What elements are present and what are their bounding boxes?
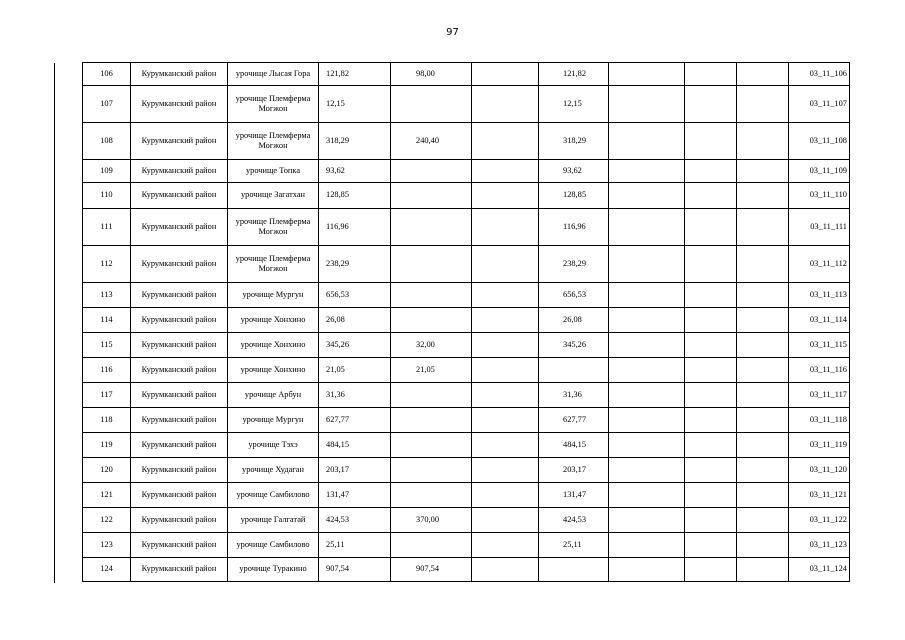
- district-cell: Курумканский район: [131, 358, 228, 383]
- place-cell: урочище Самбилово: [228, 483, 319, 508]
- record-code: 03_11_122: [789, 508, 850, 533]
- value-cell-8: [609, 358, 685, 383]
- row-number: 107: [83, 86, 131, 123]
- value-cell-9: [685, 246, 737, 283]
- value-cell-5: [391, 160, 472, 183]
- value-cell-8: [609, 283, 685, 308]
- value-cell-9: [685, 160, 737, 183]
- district-cell: Курумканский район: [131, 160, 228, 183]
- value-cell-9: [685, 209, 737, 246]
- value-cell-10: [737, 209, 789, 246]
- table-row: [83, 408, 850, 433]
- value-cell-9: [685, 433, 737, 458]
- table-row: [83, 533, 850, 558]
- place-cell: урочище Хонхино: [228, 333, 319, 358]
- table-row: [83, 63, 850, 86]
- place-cell: урочище Мургун: [228, 283, 319, 308]
- record-code: 03_11_118: [789, 408, 850, 433]
- area-cell: 131,47: [319, 483, 391, 508]
- value-cell-7: 128,85: [539, 183, 609, 209]
- row-number: 111: [83, 209, 131, 246]
- row-number: 109: [83, 160, 131, 183]
- value-cell-9: [685, 533, 737, 558]
- value-cell-5: [391, 433, 472, 458]
- area-cell: 907,54: [319, 558, 391, 582]
- area-cell: 116,96: [319, 209, 391, 246]
- value-cell-9: [685, 358, 737, 383]
- record-code: 03_11_124: [789, 558, 850, 582]
- record-code: 03_11_111: [789, 209, 850, 246]
- value-cell-8: [609, 483, 685, 508]
- value-cell-5: [391, 483, 472, 508]
- value-cell-8: [609, 123, 685, 160]
- row-number: 122: [83, 508, 131, 533]
- value-cell-9: [685, 333, 737, 358]
- district-cell: Курумканский район: [131, 533, 228, 558]
- place-cell: урочище Племферма Могжон: [228, 86, 319, 123]
- area-cell: 31,36: [319, 383, 391, 408]
- value-cell-5: [391, 408, 472, 433]
- place-cell: урочище Хонхино: [228, 358, 319, 383]
- value-cell-6: [472, 86, 539, 123]
- district-cell: Курумканский район: [131, 408, 228, 433]
- value-cell-8: [609, 333, 685, 358]
- area-cell: 21,05: [319, 358, 391, 383]
- value-cell-5: 98,00: [391, 63, 472, 86]
- table-row: [83, 183, 850, 209]
- margin-line: [54, 63, 55, 583]
- value-cell-5: [391, 209, 472, 246]
- place-cell: урочище Племферма Могжон: [228, 123, 319, 160]
- row-number: 119: [83, 433, 131, 458]
- place-cell: урочище Мургун: [228, 408, 319, 433]
- place-cell: урочище Арбун: [228, 383, 319, 408]
- value-cell-6: [472, 283, 539, 308]
- row-number: 124: [83, 558, 131, 582]
- area-cell: 424,53: [319, 508, 391, 533]
- value-cell-10: [737, 558, 789, 582]
- record-code: 03_11_117: [789, 383, 850, 408]
- table-row: [83, 160, 850, 183]
- value-cell-9: [685, 308, 737, 333]
- value-cell-10: [737, 183, 789, 209]
- table-row: [83, 383, 850, 408]
- district-cell: Курумканский район: [131, 283, 228, 308]
- value-cell-6: [472, 433, 539, 458]
- value-cell-7: 116,96: [539, 209, 609, 246]
- value-cell-5: 370,00: [391, 508, 472, 533]
- row-number: 108: [83, 123, 131, 160]
- row-number: 114: [83, 308, 131, 333]
- value-cell-6: [472, 383, 539, 408]
- place-cell: урочище Хонхино: [228, 308, 319, 333]
- district-cell: Курумканский район: [131, 86, 228, 123]
- place-cell: урочище Галгатай: [228, 508, 319, 533]
- value-cell-9: [685, 558, 737, 582]
- place-cell: урочище Самбилово: [228, 533, 319, 558]
- row-number: 121: [83, 483, 131, 508]
- value-cell-9: [685, 86, 737, 123]
- value-cell-10: [737, 333, 789, 358]
- value-cell-7: 12,15: [539, 86, 609, 123]
- area-cell: 238,29: [319, 246, 391, 283]
- district-cell: Курумканский район: [131, 558, 228, 582]
- value-cell-7: 121,82: [539, 63, 609, 86]
- area-cell: 345,26: [319, 333, 391, 358]
- value-cell-6: [472, 458, 539, 483]
- value-cell-10: [737, 533, 789, 558]
- row-number: 123: [83, 533, 131, 558]
- value-cell-8: [609, 383, 685, 408]
- value-cell-6: [472, 123, 539, 160]
- area-cell: 484,15: [319, 433, 391, 458]
- value-cell-5: [391, 283, 472, 308]
- value-cell-7: 26,08: [539, 308, 609, 333]
- table-row: [83, 283, 850, 308]
- value-cell-5: 32,00: [391, 333, 472, 358]
- value-cell-7: 318,29: [539, 123, 609, 160]
- value-cell-8: [609, 308, 685, 333]
- district-cell: Курумканский район: [131, 508, 228, 533]
- row-number: 112: [83, 246, 131, 283]
- value-cell-10: [737, 283, 789, 308]
- value-cell-6: [472, 358, 539, 383]
- table-row: [83, 123, 850, 160]
- value-cell-7: [539, 358, 609, 383]
- value-cell-9: [685, 458, 737, 483]
- record-code: 03_11_112: [789, 246, 850, 283]
- value-cell-5: [391, 383, 472, 408]
- record-code: 03_11_108: [789, 123, 850, 160]
- row-number: 120: [83, 458, 131, 483]
- place-cell: урочище Тэхэ: [228, 433, 319, 458]
- place-cell: урочище Племферма Могжон: [228, 209, 319, 246]
- row-number: 106: [83, 63, 131, 86]
- value-cell-6: [472, 63, 539, 86]
- value-cell-7: 345,26: [539, 333, 609, 358]
- place-cell: урочище Загатхан: [228, 183, 319, 209]
- value-cell-6: [472, 558, 539, 582]
- record-code: 03_11_106: [789, 63, 850, 86]
- value-cell-6: [472, 246, 539, 283]
- record-code: 03_11_113: [789, 283, 850, 308]
- value-cell-8: [609, 433, 685, 458]
- value-cell-9: [685, 483, 737, 508]
- value-cell-7: 238,29: [539, 246, 609, 283]
- record-code: 03_11_119: [789, 433, 850, 458]
- table-row: [83, 308, 850, 333]
- record-code: 03_11_110: [789, 183, 850, 209]
- value-cell-9: [685, 408, 737, 433]
- record-code: 03_11_107: [789, 86, 850, 123]
- value-cell-7: 203,17: [539, 458, 609, 483]
- row-number: 116: [83, 358, 131, 383]
- district-cell: Курумканский район: [131, 246, 228, 283]
- place-cell: урочище Худаган: [228, 458, 319, 483]
- place-cell: урочище Туракино: [228, 558, 319, 582]
- value-cell-10: [737, 433, 789, 458]
- value-cell-9: [685, 123, 737, 160]
- value-cell-5: 907,54: [391, 558, 472, 582]
- value-cell-6: [472, 160, 539, 183]
- record-code: 03_11_123: [789, 533, 850, 558]
- value-cell-8: [609, 458, 685, 483]
- area-cell: 25,11: [319, 533, 391, 558]
- value-cell-5: [391, 533, 472, 558]
- value-cell-7: 484,15: [539, 433, 609, 458]
- place-cell: урочище Топка: [228, 160, 319, 183]
- value-cell-7: [539, 558, 609, 582]
- value-cell-10: [737, 86, 789, 123]
- value-cell-9: [685, 183, 737, 209]
- value-cell-10: [737, 63, 789, 86]
- value-cell-5: [391, 86, 472, 123]
- district-cell: Курумканский район: [131, 123, 228, 160]
- value-cell-6: [472, 408, 539, 433]
- area-cell: 203,17: [319, 458, 391, 483]
- value-cell-8: [609, 86, 685, 123]
- page-number: 97: [446, 27, 459, 38]
- value-cell-7: 656,53: [539, 283, 609, 308]
- row-number: 113: [83, 283, 131, 308]
- row-number: 118: [83, 408, 131, 433]
- value-cell-10: [737, 123, 789, 160]
- table-row: [83, 358, 850, 383]
- value-cell-8: [609, 246, 685, 283]
- value-cell-9: [685, 63, 737, 86]
- value-cell-10: [737, 458, 789, 483]
- value-cell-8: [609, 183, 685, 209]
- value-cell-9: [685, 283, 737, 308]
- table-row: [83, 246, 850, 283]
- district-cell: Курумканский район: [131, 183, 228, 209]
- district-cell: Курумканский район: [131, 483, 228, 508]
- value-cell-5: [391, 458, 472, 483]
- area-cell: 26,08: [319, 308, 391, 333]
- value-cell-6: [472, 533, 539, 558]
- value-cell-7: 424,53: [539, 508, 609, 533]
- row-number: 117: [83, 383, 131, 408]
- value-cell-8: [609, 209, 685, 246]
- record-code: 03_11_109: [789, 160, 850, 183]
- value-cell-6: [472, 508, 539, 533]
- district-cell: Курумканский район: [131, 383, 228, 408]
- table-row: [83, 508, 850, 533]
- value-cell-10: [737, 246, 789, 283]
- district-cell: Курумканский район: [131, 433, 228, 458]
- row-number: 115: [83, 333, 131, 358]
- district-cell: Курумканский район: [131, 209, 228, 246]
- value-cell-5: 240,40: [391, 123, 472, 160]
- record-code: 03_11_114: [789, 308, 850, 333]
- area-cell: 128,85: [319, 183, 391, 209]
- value-cell-6: [472, 333, 539, 358]
- area-cell: 121,82: [319, 63, 391, 86]
- value-cell-7: 25,11: [539, 533, 609, 558]
- value-cell-10: [737, 358, 789, 383]
- value-cell-10: [737, 308, 789, 333]
- table-row: [83, 558, 850, 582]
- area-cell: 627,77: [319, 408, 391, 433]
- table-row: [83, 458, 850, 483]
- table-row: [83, 483, 850, 508]
- value-cell-5: [391, 246, 472, 283]
- land-registry-table: [82, 62, 850, 582]
- value-cell-10: [737, 408, 789, 433]
- value-cell-5: 21,05: [391, 358, 472, 383]
- record-code: 03_11_115: [789, 333, 850, 358]
- value-cell-9: [685, 383, 737, 408]
- district-cell: Курумканский район: [131, 458, 228, 483]
- area-cell: 93,62: [319, 160, 391, 183]
- district-cell: Курумканский район: [131, 63, 228, 86]
- place-cell: урочище Племферма Могжон: [228, 246, 319, 283]
- value-cell-8: [609, 63, 685, 86]
- value-cell-7: 31,36: [539, 383, 609, 408]
- value-cell-8: [609, 408, 685, 433]
- value-cell-8: [609, 533, 685, 558]
- value-cell-10: [737, 383, 789, 408]
- value-cell-7: 93,62: [539, 160, 609, 183]
- value-cell-10: [737, 483, 789, 508]
- value-cell-8: [609, 160, 685, 183]
- table-row: [83, 433, 850, 458]
- record-code: 03_11_121: [789, 483, 850, 508]
- table-row: [83, 209, 850, 246]
- value-cell-6: [472, 209, 539, 246]
- area-cell: 656,53: [319, 283, 391, 308]
- value-cell-8: [609, 508, 685, 533]
- value-cell-5: [391, 183, 472, 209]
- table-row: [83, 333, 850, 358]
- value-cell-7: 131,47: [539, 483, 609, 508]
- area-cell: 318,29: [319, 123, 391, 160]
- value-cell-7: 627,77: [539, 408, 609, 433]
- value-cell-10: [737, 508, 789, 533]
- value-cell-6: [472, 483, 539, 508]
- record-code: 03_11_116: [789, 358, 850, 383]
- value-cell-9: [685, 508, 737, 533]
- table-body: [83, 63, 850, 582]
- district-cell: Курумканский район: [131, 308, 228, 333]
- value-cell-10: [737, 160, 789, 183]
- place-cell: урочище Лысая Гора: [228, 63, 319, 86]
- value-cell-8: [609, 558, 685, 582]
- district-cell: Курумканский район: [131, 333, 228, 358]
- row-number: 110: [83, 183, 131, 209]
- table-row: [83, 86, 850, 123]
- area-cell: 12,15: [319, 86, 391, 123]
- value-cell-6: [472, 308, 539, 333]
- record-code: 03_11_120: [789, 458, 850, 483]
- value-cell-5: [391, 308, 472, 333]
- value-cell-6: [472, 183, 539, 209]
